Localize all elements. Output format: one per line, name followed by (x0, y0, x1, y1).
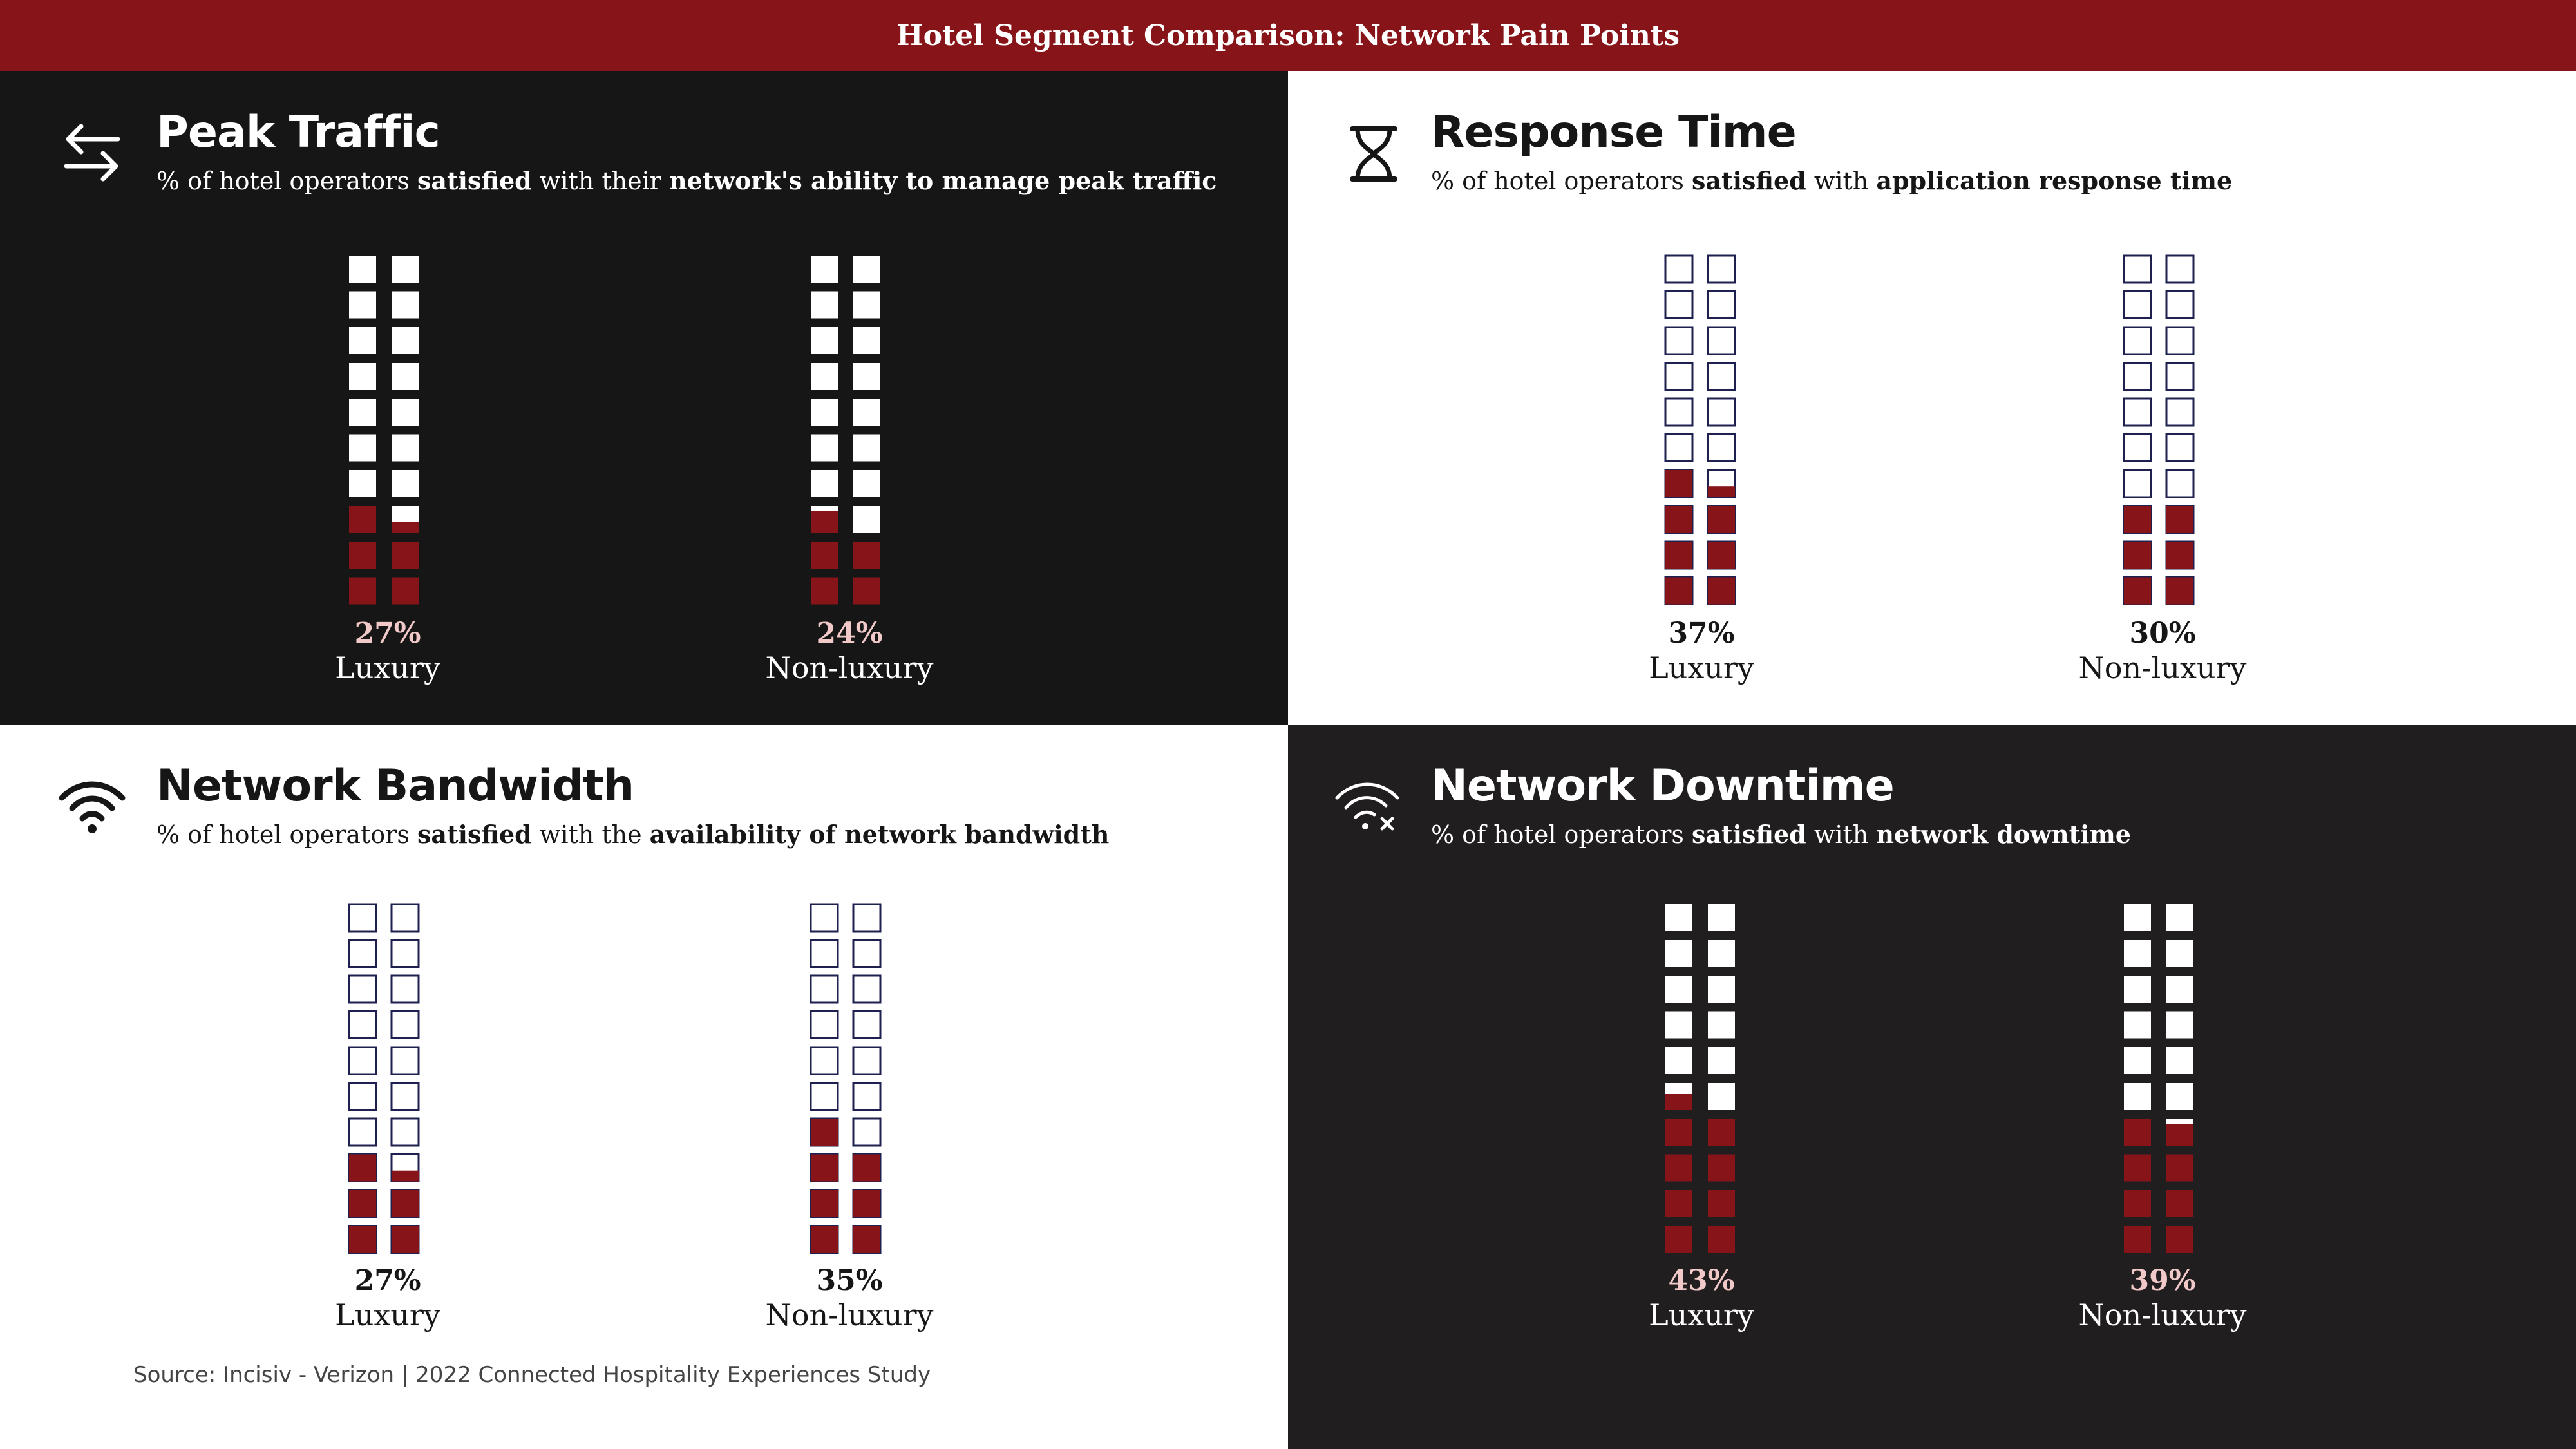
waffle-cell (853, 292, 880, 319)
waffle-cell (2166, 1119, 2193, 1146)
waffle-cell (811, 256, 838, 283)
waffle-cell (349, 904, 376, 931)
subtitle-run: availability of network bandwidth (649, 820, 1110, 849)
waffle-cell (1708, 976, 1735, 1003)
waffle-cell (349, 506, 376, 533)
waffle-cell (349, 1012, 376, 1039)
waffle-cell (349, 1047, 376, 1074)
waffle-cell (853, 578, 880, 605)
waffle-cell (811, 1083, 838, 1110)
waffle-luxury (1664, 254, 1748, 615)
waffle-cell (811, 940, 838, 967)
waffle-cell (1665, 470, 1692, 497)
waffle-cell (2166, 256, 2193, 283)
waffle-cell (392, 1047, 419, 1074)
waffle-cell (349, 1226, 376, 1253)
waffle-cell (1665, 1012, 1692, 1039)
waffle-cell (1665, 506, 1692, 533)
waffle-cell (392, 1155, 419, 1182)
subtitle-run: with (1806, 167, 1877, 195)
waffle-cell (811, 578, 838, 605)
waffle-cell (1665, 976, 1692, 1003)
waffle-cell (2124, 506, 2151, 533)
waffle-cell (1665, 578, 1692, 605)
waffle-cell (2166, 940, 2193, 967)
waffle-cell (853, 256, 880, 283)
waffle-cell (2166, 542, 2193, 569)
waffle-cell (2124, 1190, 2151, 1217)
waffle-cell (392, 1012, 419, 1039)
waffle-cell (853, 1155, 880, 1182)
waffle-cell (349, 399, 376, 426)
value-label-luxury: 27% (354, 617, 421, 650)
waffle-cell (1708, 578, 1735, 605)
waffle-cell (1708, 256, 1735, 283)
waffle-cell (853, 542, 880, 569)
waffle-cell (1708, 399, 1735, 426)
waffle-cell (2166, 1155, 2193, 1182)
waffle-luxury (348, 254, 431, 615)
waffle-cell (392, 578, 419, 605)
waffle-non-luxury (810, 254, 893, 615)
waffle-non-luxury (2123, 254, 2206, 615)
waffle-cell (349, 470, 376, 497)
waffle-cell (811, 1155, 838, 1182)
panel-peak-traffic (0, 71, 1288, 724)
waffle-cell (1708, 327, 1735, 354)
value-label-luxury: 27% (354, 1264, 421, 1297)
waffle-cell (349, 976, 376, 1003)
waffle-cell (2124, 1083, 2151, 1110)
subtitle-run: satisfied (1691, 166, 1806, 195)
wifi-off-icon (1332, 771, 1403, 842)
waffle-cell (811, 1012, 838, 1039)
category-label-non-luxury: Non-luxury (2078, 650, 2247, 685)
waffle-cell (811, 976, 838, 1003)
waffle-cell (853, 470, 880, 497)
waffle-cell (811, 1119, 838, 1146)
panel-response-time (1288, 71, 2576, 724)
waffle-cell (2124, 1012, 2151, 1039)
waffle-cell (349, 1083, 376, 1110)
waffle-cell (853, 1190, 880, 1217)
waffle-cell (1665, 904, 1692, 931)
waffle-cell (1708, 363, 1735, 390)
waffle-cell (1665, 1047, 1692, 1074)
waffle-cell (392, 976, 419, 1003)
subtitle-run: with their (531, 167, 669, 195)
wifi-icon (57, 771, 128, 842)
subtitle-run: satisfied (417, 166, 532, 195)
waffle-cell (1665, 542, 1692, 569)
waffle-cell (349, 292, 376, 319)
subtitle-run: with (1806, 820, 1877, 849)
subtitle-run: % of hotel operators (1431, 167, 1692, 195)
waffle-cell (2166, 1083, 2193, 1110)
waffle-cell (392, 940, 419, 967)
waffle-cell (2166, 470, 2193, 497)
panel-network-downtime (1288, 724, 2576, 1449)
waffle-cell (1708, 1083, 1735, 1110)
waffle-cell (853, 1119, 880, 1146)
waffle-cell (349, 940, 376, 967)
category-label-non-luxury: Non-luxury (765, 1298, 934, 1332)
waffle-cell (392, 327, 419, 354)
waffle-cell (349, 363, 376, 390)
waffle-cell (853, 976, 880, 1003)
panel-subtitle (156, 820, 1109, 849)
subtitle-run: satisfied (417, 820, 532, 849)
waffle-luxury (348, 903, 431, 1264)
panel-subtitle (156, 166, 1217, 195)
waffle-cell (853, 435, 880, 462)
waffle-cell (853, 1226, 880, 1253)
waffle-luxury (1664, 903, 1748, 1264)
waffle-cell (1708, 904, 1735, 931)
waffle-cell (1708, 1119, 1735, 1146)
waffle-svg (2123, 254, 2206, 615)
waffle-non-luxury (2123, 903, 2206, 1264)
waffle-cell (853, 506, 880, 533)
category-label-luxury: Luxury (1649, 1298, 1754, 1332)
waffle-cell (392, 904, 419, 931)
waffle-cell (1665, 435, 1692, 462)
waffle-cell (1665, 1119, 1692, 1146)
waffle-cell (2124, 363, 2151, 390)
waffle-cell (2124, 256, 2151, 283)
waffle-cell (2166, 399, 2193, 426)
subtitle-run: application response time (1876, 166, 2233, 195)
waffle-cell (392, 292, 419, 319)
waffle-cell (2166, 1047, 2193, 1074)
waffle-cell (811, 292, 838, 319)
waffle-cell (2166, 1012, 2193, 1039)
category-label-non-luxury: Non-luxury (765, 650, 934, 685)
waffle-cell (392, 470, 419, 497)
page-title: Hotel Segment Comparison: Network Pain Points (896, 19, 1680, 52)
arrows-exchange-icon (57, 117, 128, 188)
waffle-cell (1665, 1190, 1692, 1217)
waffle-cell (392, 363, 419, 390)
waffle-cell (811, 904, 838, 931)
waffle-cell (853, 1012, 880, 1039)
waffle-cell (2124, 904, 2151, 931)
waffle-cell (853, 399, 880, 426)
panel-title: Response Time (1431, 107, 1796, 158)
waffle-svg (348, 903, 431, 1264)
panel-title: Network Bandwidth (156, 761, 634, 811)
waffle-svg (1664, 903, 1748, 1264)
waffle-cell (811, 1226, 838, 1253)
waffle-cell (853, 1047, 880, 1074)
waffle-cell (853, 904, 880, 931)
subtitle-run: network downtime (1876, 820, 2131, 849)
value-label-non-luxury: 30% (2129, 617, 2196, 650)
waffle-cell (811, 542, 838, 569)
waffle-cell (2166, 1190, 2193, 1217)
waffle-cell (392, 542, 419, 569)
waffle-cell (392, 435, 419, 462)
waffle-cell (2166, 578, 2193, 605)
waffle-cell (392, 256, 419, 283)
waffle-cell (349, 435, 376, 462)
waffle-cell (2124, 435, 2151, 462)
category-label-luxury: Luxury (335, 1298, 440, 1332)
value-label-luxury: 43% (1668, 1264, 1735, 1297)
panel-network-bandwidth (0, 724, 1288, 1449)
waffle-cell (811, 435, 838, 462)
hourglass-icon (1338, 117, 1409, 188)
subtitle-run: % of hotel operators (1431, 820, 1692, 849)
waffle-cell (349, 256, 376, 283)
waffle-cell (2124, 976, 2151, 1003)
page-header (0, 0, 2576, 71)
waffle-cell (1665, 1226, 1692, 1253)
waffle-cell (2124, 399, 2151, 426)
subtitle-run: network's ability to manage peak traffic (668, 166, 1217, 195)
waffle-cell (1665, 940, 1692, 967)
waffle-svg (810, 254, 893, 615)
waffle-cell (1708, 470, 1735, 497)
waffle-cell (392, 506, 419, 533)
waffle-cell (811, 327, 838, 354)
waffle-cell (2124, 327, 2151, 354)
waffle-cell (1665, 256, 1692, 283)
waffle-cell (1708, 940, 1735, 967)
value-label-non-luxury: 35% (816, 1264, 883, 1297)
waffle-cell (2166, 327, 2193, 354)
waffle-cell (349, 1190, 376, 1217)
waffle-cell (1708, 506, 1735, 533)
value-label-luxury: 37% (1668, 617, 1735, 650)
waffle-cell (2124, 1047, 2151, 1074)
waffle-cell (349, 1155, 376, 1182)
waffle-cell (1708, 1190, 1735, 1217)
waffle-cell (1708, 1047, 1735, 1074)
waffle-cell (1665, 363, 1692, 390)
waffle-cell (1708, 435, 1735, 462)
waffle-cell (2124, 1155, 2151, 1182)
waffle-cell (2124, 292, 2151, 319)
waffle-cell (1708, 1155, 1735, 1182)
waffle-cell (1665, 292, 1692, 319)
waffle-cell (853, 940, 880, 967)
waffle-cell (349, 1119, 376, 1146)
waffle-cell (811, 506, 838, 533)
waffle-cell (811, 470, 838, 497)
waffle-svg (810, 903, 893, 1264)
waffle-cell (1665, 327, 1692, 354)
waffle-cell (1708, 1226, 1735, 1253)
panel-subtitle (1431, 166, 2232, 195)
source-note: Source: Incisiv - Verizon | 2022 Connected Hospitality Experiences Study (133, 1362, 931, 1388)
waffle-cell (811, 1190, 838, 1217)
category-label-luxury: Luxury (335, 650, 440, 685)
waffle-cell (2124, 470, 2151, 497)
waffle-cell (1708, 1012, 1735, 1039)
waffle-cell (1665, 1083, 1692, 1110)
value-label-non-luxury: 24% (816, 617, 883, 650)
waffle-svg (348, 254, 431, 615)
waffle-svg (1664, 254, 1748, 615)
waffle-cell (1665, 1155, 1692, 1182)
waffle-cell (2166, 363, 2193, 390)
waffle-cell (349, 578, 376, 605)
waffle-svg (2123, 903, 2206, 1264)
waffle-cell (2166, 292, 2193, 319)
panel-subtitle (1431, 820, 2131, 849)
waffle-cell (811, 399, 838, 426)
waffle-cell (2124, 1226, 2151, 1253)
waffle-cell (2166, 976, 2193, 1003)
waffle-cell (349, 542, 376, 569)
panel-title: Network Downtime (1431, 761, 1894, 811)
waffle-cell (2166, 506, 2193, 533)
waffle-cell (2124, 1119, 2151, 1146)
waffle-cell (1708, 292, 1735, 319)
waffle-cell (853, 327, 880, 354)
waffle-cell (392, 399, 419, 426)
waffle-cell (392, 1119, 419, 1146)
category-label-non-luxury: Non-luxury (2078, 1298, 2247, 1332)
waffle-cell (1665, 399, 1692, 426)
waffle-cell (392, 1226, 419, 1253)
waffle-non-luxury (810, 903, 893, 1264)
waffle-cell (349, 327, 376, 354)
waffle-cell (2124, 542, 2151, 569)
waffle-cell (2166, 1226, 2193, 1253)
waffle-cell (1708, 542, 1735, 569)
waffle-cell (811, 363, 838, 390)
waffle-cell (2124, 578, 2151, 605)
waffle-cell (811, 1047, 838, 1074)
subtitle-run: with the (531, 820, 650, 849)
subtitle-run: % of hotel operators (156, 167, 417, 195)
waffle-cell (853, 363, 880, 390)
waffle-cell (392, 1190, 419, 1217)
panel-title: Peak Traffic (156, 107, 440, 158)
value-label-non-luxury: 39% (2129, 1264, 2196, 1297)
subtitle-run: satisfied (1691, 820, 1806, 849)
waffle-cell (2166, 904, 2193, 931)
category-label-luxury: Luxury (1649, 650, 1754, 685)
waffle-cell (853, 1083, 880, 1110)
waffle-cell (2124, 940, 2151, 967)
waffle-cell (2166, 435, 2193, 462)
subtitle-run: % of hotel operators (156, 820, 417, 849)
waffle-cell (392, 1083, 419, 1110)
